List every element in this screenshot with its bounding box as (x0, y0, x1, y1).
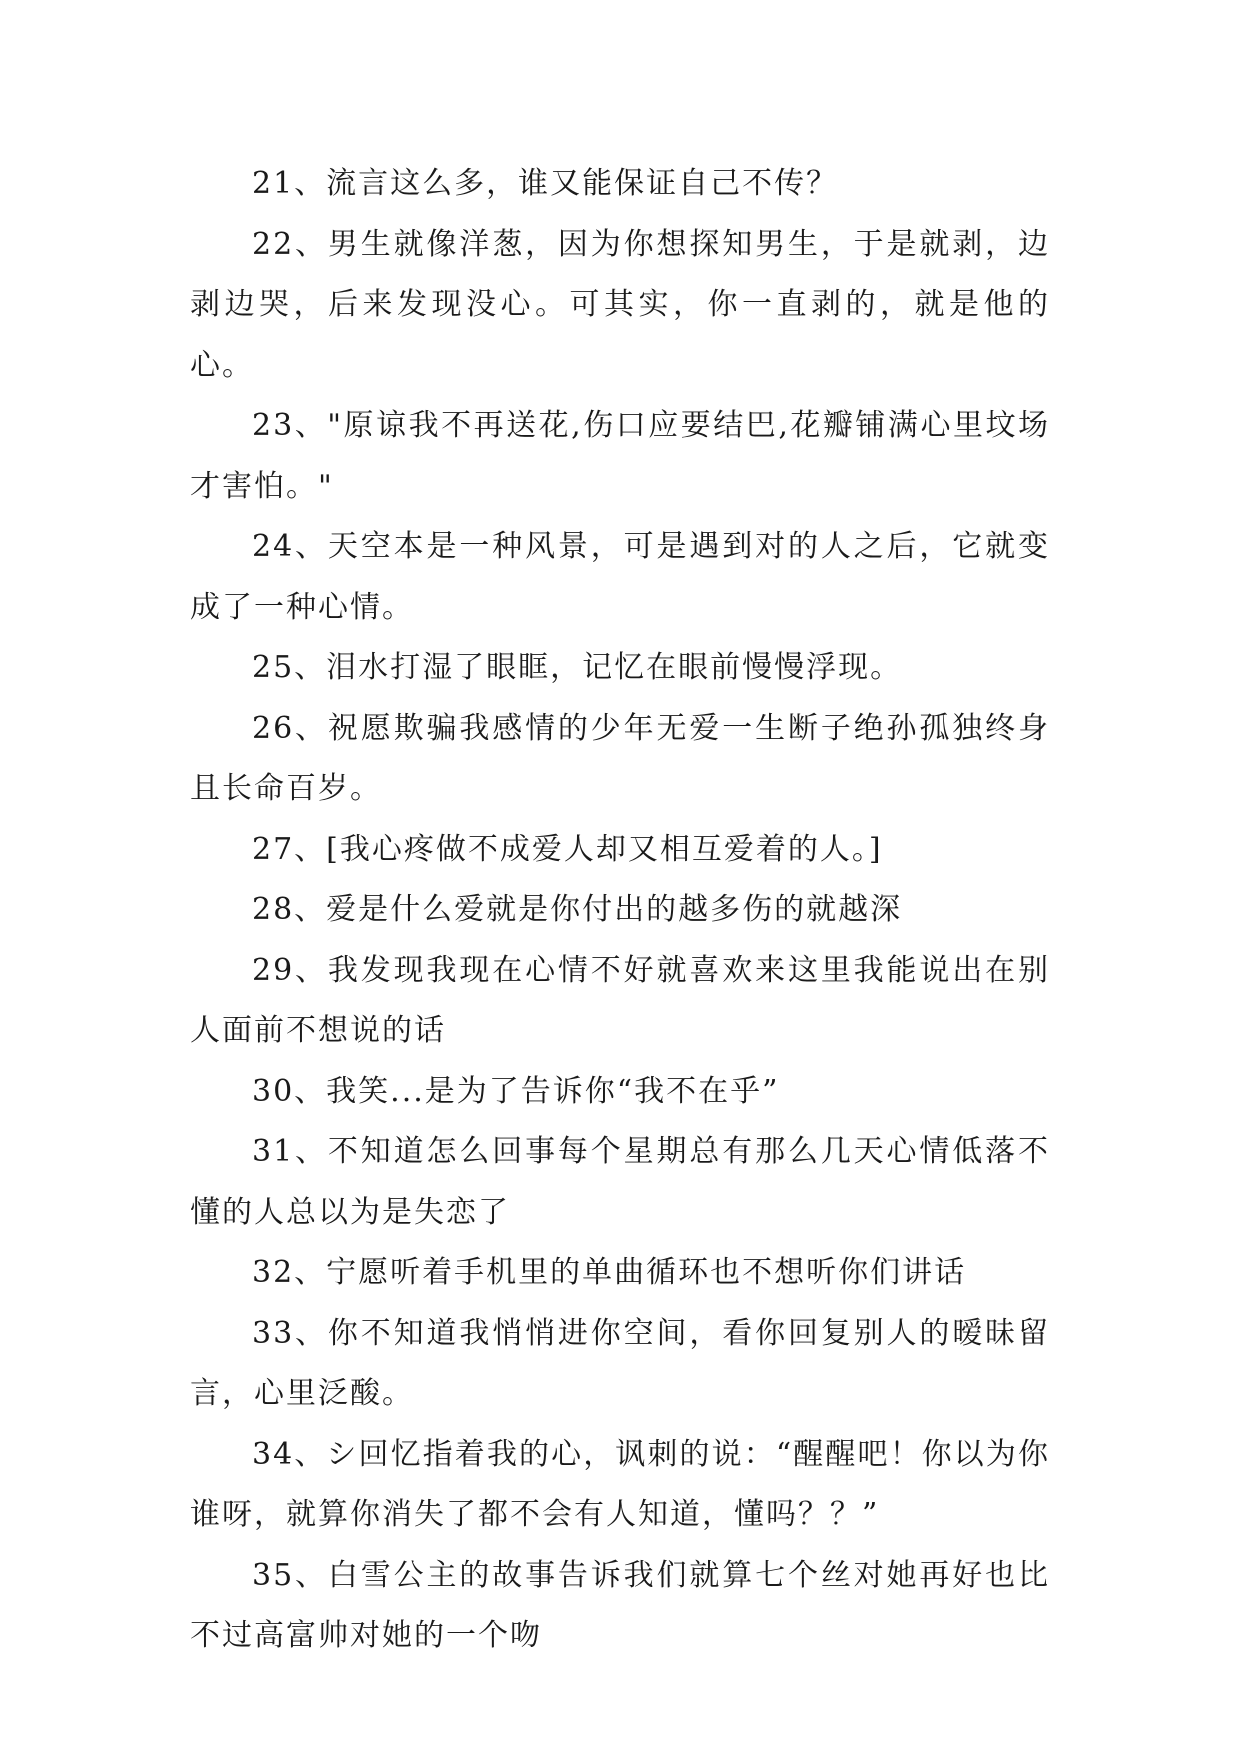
paragraph-30: 30、我笑...是为了告诉你“我不在乎” (252, 1073, 780, 1109)
paragraph-28: 28、爱是什么爱就是你付出的越多伤的就越深 (252, 892, 903, 927)
paragraph-35: 35、白雪公主的故事告诉我们就算七个丝对她再好也比不过高富帅对她的一个吻 (190, 1557, 1050, 1653)
paragraph-34: 34、シ回忆指着我的心，讽刺的说：“醒醒吧！你以为你谁呀，就算你消失了都不会有人知道，懂吗？？” (190, 1436, 1050, 1532)
paragraph-32: 32、宁愿听着手机里的单曲循环也不想听你们讲话 (252, 1255, 967, 1290)
paragraph-23: 23、"原谅我不再送花,伤口应要结巴,花瓣铺满心里坟场才害怕。" (190, 408, 1050, 504)
paragraph-24: 24、天空本是一种风景，可是遇到对的人之后，它就变成了一种心情。 (190, 529, 1050, 625)
paragraph-22: 22、男生就像洋葱，因为你想探知男生，于是就剥，边剥边哭，后来发现没心。可其实，你一直剥的，就是他的心。 (190, 226, 1050, 383)
paragraph-33: 33、你不知道我悄悄进你空间，看你回复别人的暧昧留言，心里泛酸。 (190, 1315, 1050, 1411)
paragraph-29: 29、我发现我现在心情不好就喜欢来这里我能说出在别人面前不想说的话 (190, 952, 1050, 1048)
paragraph-25: 25、泪水打湿了眼眶，记忆在眼前慢慢浮现。 (252, 650, 903, 685)
paragraph-21: 21、流言这么多，谁又能保证自己不传？ (252, 166, 839, 201)
paragraph-31: 31、不知道怎么回事每个星期总有那么几天心情低落不懂的人总以为是失恋了 (190, 1134, 1050, 1230)
document-body (190, 154, 1050, 1667)
paragraph-27: 27、[我心疼做不成爱人却又相互爱着的人。] (252, 831, 883, 867)
paragraph-26: 26、祝愿欺骗我感情的少年无爱一生断子绝孙孤独终身且长命百岁。 (190, 710, 1050, 806)
